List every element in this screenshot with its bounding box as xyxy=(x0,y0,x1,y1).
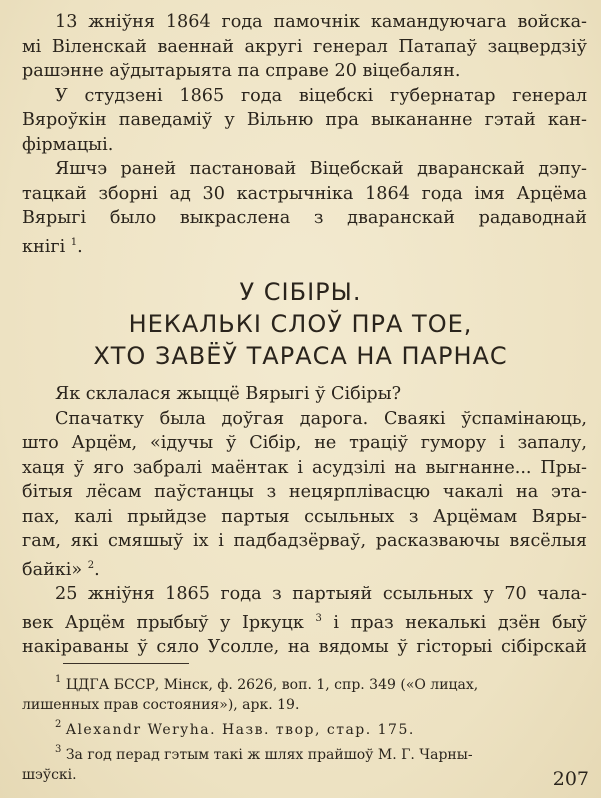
paragraph-3 xyxy=(22,157,587,259)
text-line: хаця ў яго забралі маёнтак і асудзілі на выгнанне... Пры- xyxy=(22,457,587,478)
paragraph-1 xyxy=(22,10,587,84)
text-line: гам, які смяшыў іх і падбадзёрваў, расказваючы вясёлыя xyxy=(22,531,587,551)
text-line: Вярыгі было выкраслена з дваранскай радаводнай xyxy=(22,208,587,228)
text-line: што Арцём, «ідучы ў Сібір, не траціў гумору і запалу, xyxy=(22,433,587,453)
text-line: кнігі $^1$. xyxy=(22,236,83,257)
text-line: рашэнне аўдытарыята па справе 20 віцебалян. xyxy=(22,61,461,81)
footnote-text: За год перад гэтым такі ж шлях прайшоў М. Г. Чарны- xyxy=(65,747,473,763)
body-text-top xyxy=(22,10,587,259)
footnote-ref: 3 xyxy=(315,612,322,624)
footnote-2 xyxy=(22,715,587,740)
text-line: накіраваны ў сяло Усолле, на вядомы ў гісторыі сібірскай xyxy=(22,637,587,657)
footnote-ref: 2 xyxy=(87,559,95,571)
footnote-number: 1 xyxy=(55,674,62,685)
text-line: бітыя лёсам паўстанцы з нецярплівасцю чакалі на эта- xyxy=(22,482,587,502)
paragraph-5 xyxy=(22,407,587,583)
text-line: пах, калі прыйдзе партыя ссыльных з Арцёмам Вяры- xyxy=(22,506,587,527)
paragraph-6 xyxy=(22,582,587,660)
text-line: фірмацыі. xyxy=(22,134,114,155)
footnote-divider xyxy=(63,663,189,664)
text-line: тацкай зборні ад 30 кастрычніка 1864 года імя Арцёма xyxy=(22,183,587,204)
page-number: 207 xyxy=(552,768,589,790)
footnote-3 xyxy=(22,740,587,785)
text-line: Вяроўкін паведаміў у Вільню пра выкананне гэтай кан- xyxy=(22,110,587,130)
body-text-bottom xyxy=(22,382,587,660)
text-line: Як склалася жыццё Вярыгі ў Сібіры? xyxy=(55,384,402,404)
paragraph-2 xyxy=(22,84,587,158)
paragraph-4 xyxy=(22,382,587,407)
text-line: 25 жніўня 1865 года з партыяй ссыльных у 70 чала- xyxy=(55,584,587,604)
footnotes xyxy=(22,670,587,785)
text-line: У студзені 1865 года віцебскі губернатар генерал xyxy=(55,85,587,106)
footnote-text: ЦДГА БССР, Мінск, ф. 2626, воп. 1, спр. 349 («О лицах, xyxy=(65,677,479,693)
text-line: Спачатку была доўгая дарога. Сваякі ўспамінаюць, xyxy=(55,408,587,429)
footnote-text: шэўскі. xyxy=(22,767,77,783)
footnote-text: лишенных прав состояния»), арк. 19. xyxy=(22,697,300,713)
footnote-number: 3 xyxy=(55,744,62,755)
text-line: век Арцём прыбыў у Іркуцк $^3$ і праз некалькі дзён быў xyxy=(22,612,587,633)
text-line: мі Віленскай ваеннай акругі генерал Патапаў зацвердзіў xyxy=(22,36,587,57)
section-heading-line-2: НЕКАЛЬКІ СЛОЎ ПРА ТОЕ, xyxy=(128,310,473,338)
footnote-number: 2 xyxy=(55,719,62,730)
text-line: байкі» $^2$. xyxy=(22,559,100,580)
footnote-1 xyxy=(22,670,587,715)
footnote-ref: 1 xyxy=(70,236,78,248)
text-line: 13 жніўня 1864 года памочнік камандуючага войска- xyxy=(55,12,587,32)
section-heading-line-1: У СІБІРЫ. xyxy=(239,278,362,306)
footnote-text: Alexandr Weryha. Назв. твор, стар. 175. xyxy=(65,722,415,738)
section-heading-line-3: ХТО ЗАВЁЎ ТАРАСА НА ПАРНАС xyxy=(93,342,508,370)
text-line: Яшчэ раней пастановай Віцебскай дваранскай дэпу- xyxy=(55,159,587,179)
